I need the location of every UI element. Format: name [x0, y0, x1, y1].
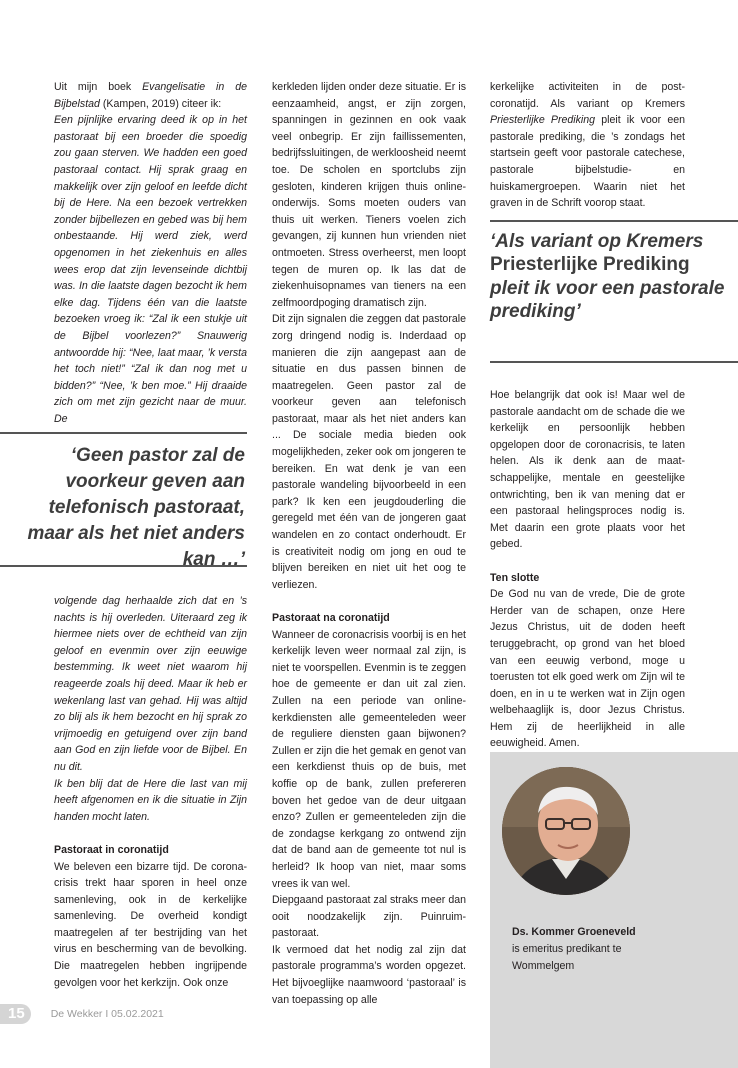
- author-role: is emeritus predikant te Wommelgem: [512, 943, 622, 972]
- quote2-part-c: pleit ik voor een pastorale prediking’: [490, 277, 725, 323]
- paragraph-zegen: De God nu van de vrede, Die de grote Herder van de schapen, onze Here Jezus Christus, uit de doden heeft teruggebracht, op grond van het bloed van een eeuwig verbond, moge u toerusten tot elk goed werk om Zijn wil te doen, en in u te werken wat in Zijn ogen welbehaaglijk is, door Jezus Christus. Hem zij de heerlijkheid in alle eeuwigheid. Amen.: [490, 588, 685, 750]
- intro-text: Uit mijn boek: [54, 81, 143, 93]
- paragraph-diepgaand: Diepgaand pastoraat zal straks meer dan ooit noodzakelijk zijn. Puinruim-pastoraat.: [272, 894, 466, 940]
- footer-publication: De Wekker I 05.02.2021: [50, 1008, 164, 1020]
- author-name: Ds. Kommer Groeneveld: [512, 926, 636, 938]
- activiteiten-text: kerkelijke activiteiten in de post-coronatijd. Als variant op Kremers: [490, 81, 685, 110]
- paragraph-signalen: Dit zijn signalen die zeggen dat pastorale zorg dringend nodig is. Inderdaad op manieren die zijn aangepast aan de situatie en dus passen binnen de maatregelen. Geen pastor zal de voorkeur geven aan telefonisch pastoraat, maar als het niet anders kan ... De sociale media bieden ook mogelijkheden, zeker ook om jongeren te bereiken. En wat denk je van een pastorale wandeling bijvoorbeeld in een park? Ik ken een jeugdouderling die geregeld met één van de jongeren gaat wandelen en zo contact onderhoudt. Er is creativiteit nodig om jong en oud te blijven bereiken en niet uit het oog te verliezen.: [272, 313, 466, 591]
- paragraph-coronatijd: We beleven een bizarre tijd. De corona-crisis trekt haar sporen in heel onze samenleving, ook in de kerkelijke samenleving. De overheid kondigt maatregelen af ter bestrijding van het virus en bescherming van de bevolking. Die maatregelen hebben ingrijpende gevolgen voor het kerkzijn. Ook onze: [54, 860, 247, 989]
- page-number: 15: [0, 1004, 31, 1024]
- book-title: Evangelisatie in de Bijbelstad: [54, 81, 247, 110]
- page-footer: [0, 1003, 164, 1025]
- book-title-kremers: Priesterlijke Prediking: [490, 114, 596, 127]
- heading-pastoraat-in-coronatijd: Pastoraat in coronatijd: [54, 843, 169, 856]
- author-caption: [512, 924, 640, 975]
- author-box: [490, 752, 738, 1068]
- column-3-top: [490, 79, 685, 212]
- column-1-bottom: [54, 593, 247, 991]
- story-end: Ik ben blij dat de Here die last van mij heeft afgenomen en ik die situatie in Zijn handen mocht laten.: [54, 777, 247, 823]
- column-3-bottom: [490, 387, 685, 752]
- quote2-book-title: Priesterlijke Prediking: [490, 254, 690, 276]
- intro-text-end: (Kampen, 2019) citeer ik:: [99, 97, 222, 110]
- pull-quote-2: [490, 220, 738, 363]
- quote2-part-a: ‘Als variant op Kremers: [490, 231, 704, 252]
- heading-pastoraat-na-coronatijd: Pastoraat na coronatijd: [272, 612, 390, 624]
- paragraph-programmas: Ik vermoed dat het nodig zal zijn dat pastorale programma’s worden opgezet. Het bijvoeglijke naamwoord ‘pastoraal’ is van toepassing op alle: [272, 943, 466, 1006]
- story-paragraph: Een pijnlijke ervaring deed ik op in het pastoraat bij een broeder die spoedig zou gaan sterven. We hadden een goed pastoraal contact. Hij sprak graag en makkelijk over zijn geloof en leefde dicht bij de Here. Na een bezoek vertrekken zonder bijbellezen en gebed was bij hem onbestaande. Hij werd ziek, werd opgenomen in het ziekenhuis en alles wees erop dat zijn levenseinde dichtbij was. In die laatste dagen bezocht ik hem elke dag. Tijdens één van die laatste bezoeken vroeg ik: “Zal ik een stukje uit de Bijbel voorlezen?” Snauwerig antwoordde hij: “Nee, laat maar, ’k versta het toch niet!” “Zal ik dan nog met u bidden?” “Nee, ’k ben moe.” Hij draaide zich om met zijn gezicht naar de muur. De: [54, 114, 247, 425]
- column-1-top: [54, 79, 247, 427]
- story-continued: volgende dag herhaalde zich dat en ’s nachts is hij overleden. Uiteraard zeg ik hiermee niets over de echtheid van zijn geloof en evenmin over zijn eeuwige bestemming. Ik weet niet waarom hij reageerde zoals hij deed. Maar ik heb er wekenlang last van gehad. Hij was altijd zo blij als ik hem bezocht en hij sprak zo vrijmoedig en getuigend over zijn band aan God en zijn liefde voor de Bijbel. En nu dit.: [54, 595, 247, 773]
- pull-quote-1: ‘Geen pastor zal de voorkeur geven aan telefonisch pastoraat, maar als het niet anders kan …’: [0, 432, 247, 567]
- intro-paragraph: [54, 79, 247, 112]
- activiteiten-text-end: pleit ik voor een pastorale prediking, die ’s zondags het startsein geeft voor pastorale catechese, pastorale bijbelstudie- en huiskamergroepen. Waarin niet het graven in de Schrift voorop staat.: [490, 114, 685, 210]
- author-portrait-image: [502, 767, 630, 895]
- paragraph-situatie: kerkleden lijden onder deze situatie. Er is eenzaamheid, angst, er zijn zorgen, spanningen in gezinnen en ook vaak veel onbegrip. Er zijn faillissementen, bedrijfssluitingen, de werkloosheid neemt toe. De scholen en sportclubs zijn gesloten, kinderen krijgen thuis online-onderwijs. Soms moeten ouders van thuis uit werken. Tieners voelen zich gevangen, zij kunnen hun vrienden niet ontmoeten. Stress overheerst, men loopt tegen de muren op. Ik las dat de ziekenhuisopnames van tieners na een zelfmoordpoging dramatisch zijn.: [272, 81, 466, 309]
- column-2: [272, 79, 466, 1008]
- paragraph-activiteiten: [490, 79, 685, 212]
- author-photo: [502, 767, 630, 895]
- paragraph-belangrijk: Hoe belangrijk dat ook is! Maar wel de pastorale aandacht om de schade die we kerkelijk en persoonlijk hebben opgelopen door de coronacrisis, te laten helen. Als ik denk aan de maat-schappelijke, mentale en geestelijke ontwrichting, ben ik van mening dat er een pastoraal helingsproces nodig is. Met daarin een grote plaats voor het gebed.: [490, 389, 685, 551]
- paragraph-na-coronacrisis: Wanneer de coronacrisis voorbij is en het kerkelijk leven weer normaal zal zijn, is niet te voorspellen. Evenmin is te zeggen hoe de gemeente er dan uit zal zien. Zullen na een periode van online-kerkdiensten alle gemeenteleden weer de reguliere diensten gaan bijwonen? Zullen er zijn die het gemak en genot van een kerkdienst thuis op de buis, met koffie op de bank, zullen prefereren boven het gedoe van de deur uitgaan enzo? Zullen er gemeenteleden zijn die de zondagse kerkgang zo ontwend zijn dat de band aan de gemeente tot nul is herleid? Ik hoop van niet, maar soms vrees ik van wel.: [272, 628, 466, 890]
- heading-ten-slotte: Ten slotte: [490, 571, 540, 584]
